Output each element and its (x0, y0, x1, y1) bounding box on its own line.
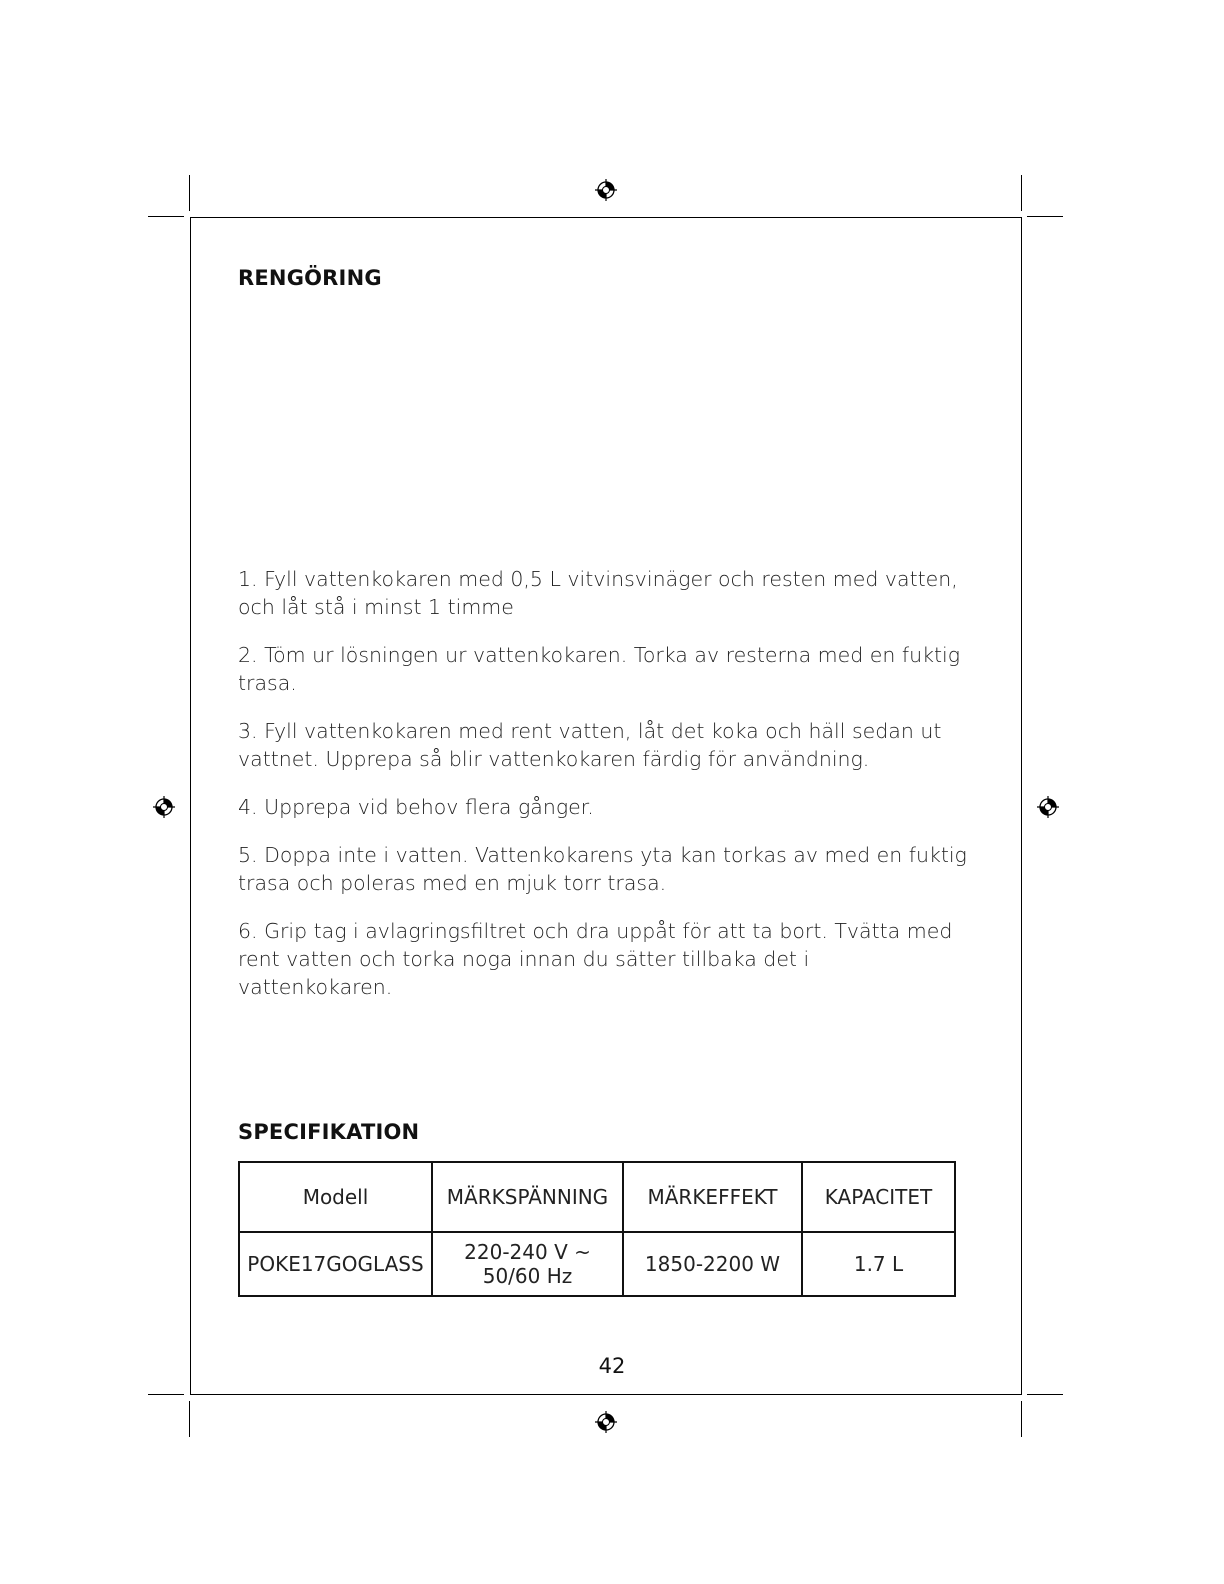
cell-voltage (432, 1232, 623, 1296)
cell-voltage-line1: 220-240 V ~ (464, 1240, 591, 1264)
list-item: 2. Töm ur lösningen ur vattenkokaren. Torka av resterna med en fuktig trasa. (238, 643, 961, 695)
crop-mark (189, 1401, 190, 1437)
table-row (239, 1232, 955, 1296)
page-number: 42 (598, 1354, 626, 1378)
cell-voltage-line2: 50/60 Hz (482, 1264, 573, 1288)
crop-mark (1021, 1401, 1022, 1437)
list-item: 1. Fyll vattenkokaren med 0,5 L vitvinsvinäger och resten med vatten, och låt stå i minst 1 timme (238, 567, 958, 619)
crop-mark (1021, 175, 1022, 211)
registration-mark-icon (595, 1411, 617, 1433)
cell-power: 1850-2200 W (623, 1232, 802, 1296)
crop-mark (148, 216, 184, 217)
list-item: 3. Fyll vattenkokaren med rent vatten, låt det koka och häll sedan ut vattnet. Upprepa så blir vattenkokaren färdig för användning. (238, 719, 942, 771)
cleaning-heading: RENGÖRING (238, 266, 382, 290)
header-voltage: MÄRKSPÄNNING (432, 1162, 623, 1232)
cell-model: POKE17GOGLASS (239, 1232, 432, 1296)
crop-mark (1027, 216, 1063, 217)
cell-capacity: 1.7 L (802, 1232, 955, 1296)
registration-mark-icon (595, 179, 617, 201)
list-item: 4. Upprepa vid behov flera gånger. (238, 795, 594, 819)
registration-mark-icon (153, 796, 175, 818)
crop-mark (1027, 1394, 1063, 1395)
table-header-row (239, 1162, 955, 1232)
crop-mark (148, 1394, 184, 1395)
list-item: 6. Grip tag i avlagringsfiltret och dra uppåt för att ta bort. Tvätta med rent vatten och torka noga innan du sätter tillbaka det i vattenkokaren. (238, 919, 953, 999)
cleaning-steps-list (238, 565, 968, 1021)
header-capacity: KAPACITET (802, 1162, 955, 1232)
specification-heading: SPECIFIKATION (238, 1120, 420, 1144)
crop-mark (189, 175, 190, 211)
specification-table (238, 1161, 956, 1297)
registration-mark-icon (1037, 796, 1059, 818)
header-model: Modell (239, 1162, 432, 1232)
list-item: 5. Doppa inte i vatten. Vattenkokarens yta kan torkas av med en fuktig trasa och poleras med en mjuk torr trasa. (238, 843, 967, 895)
header-power: MÄRKEFFEKT (623, 1162, 802, 1232)
